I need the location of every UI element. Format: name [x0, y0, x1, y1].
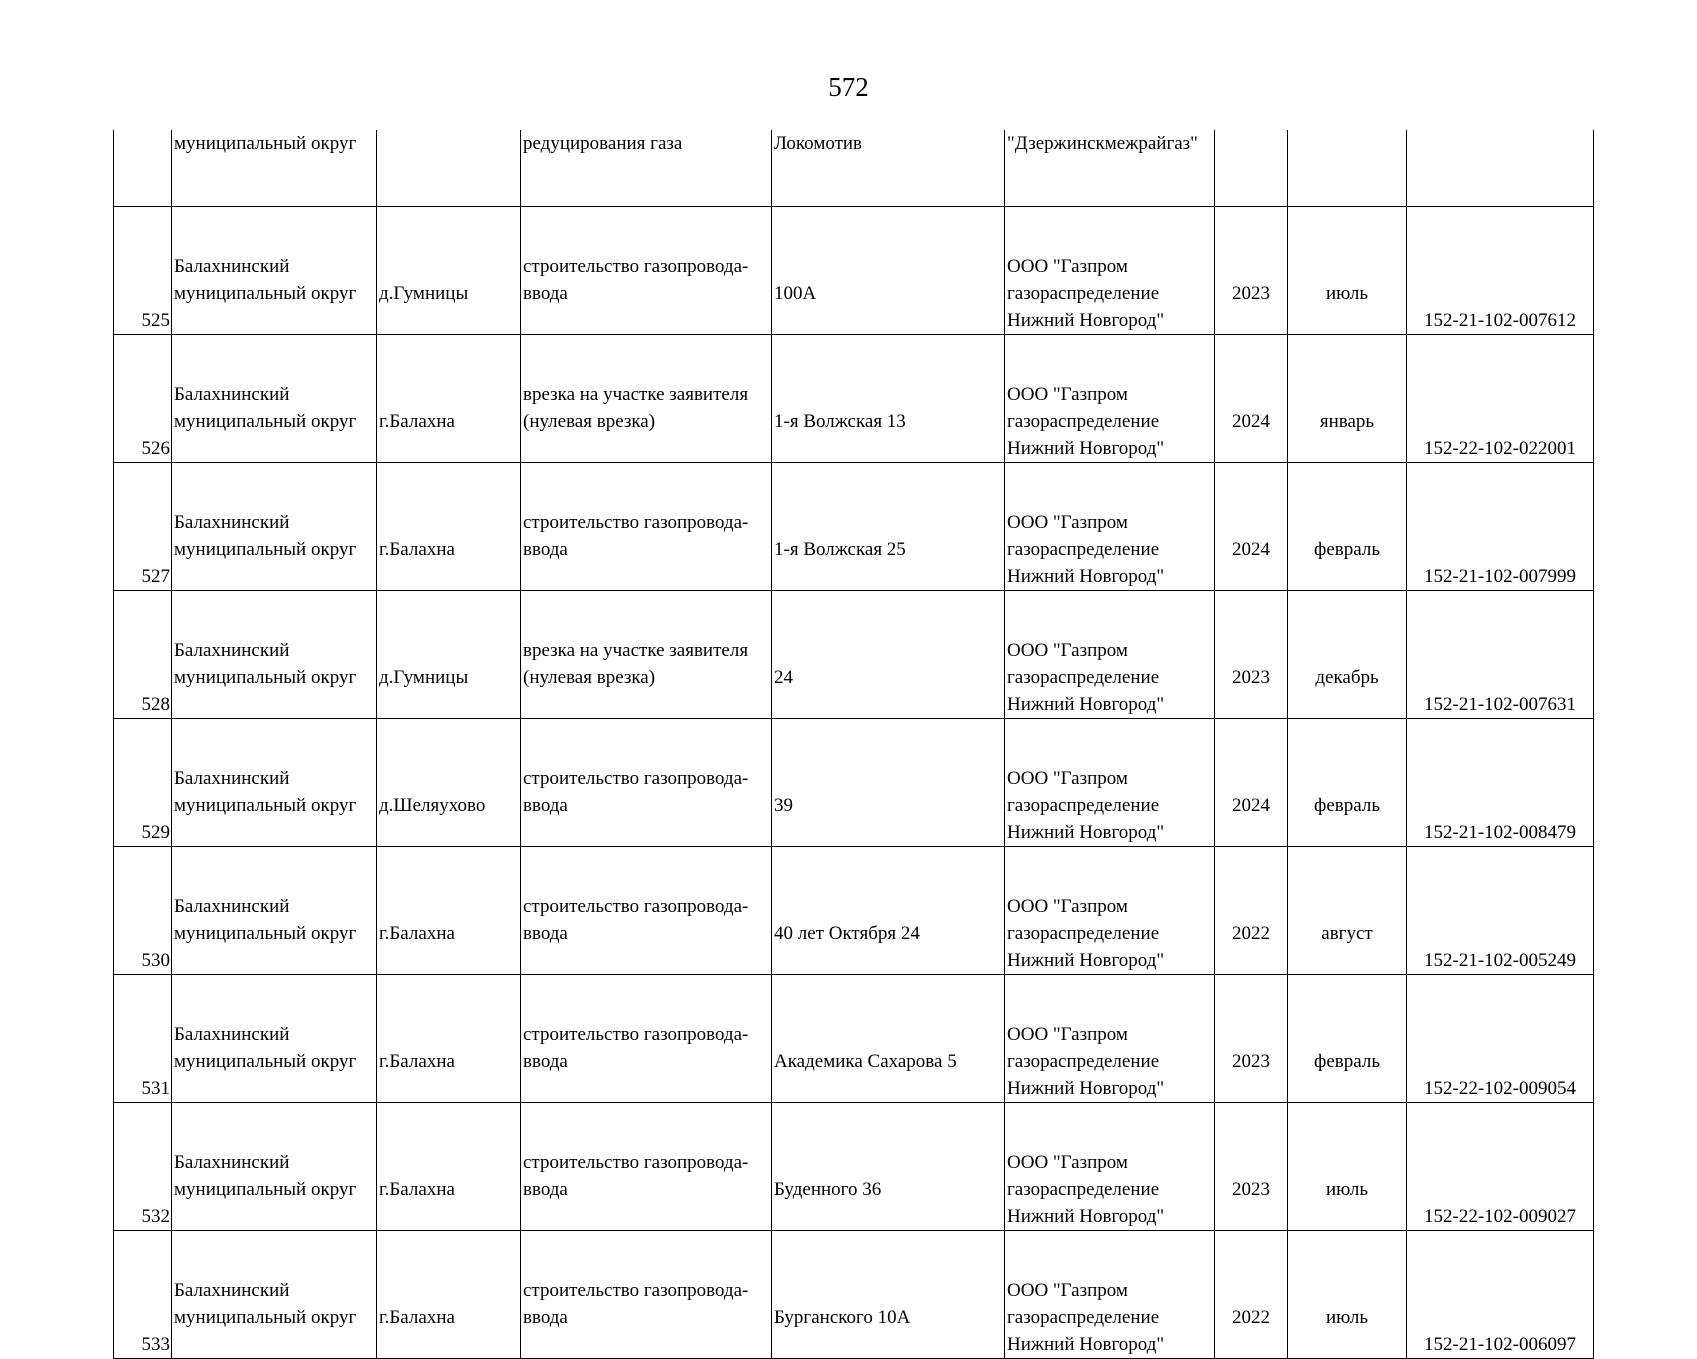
district-cell: Балахнинский муниципальный округ — [172, 335, 377, 463]
table-row — [114, 975, 1594, 1103]
table-row — [114, 207, 1594, 335]
locality-cell: д.Гумницы — [377, 207, 521, 335]
year-cell: 2023 — [1215, 1103, 1288, 1231]
organization-cell: ООО "Газпром газораспределение Нижний Новгород" — [1005, 975, 1215, 1103]
locality-cell: г.Балахна — [377, 847, 521, 975]
year-cell — [1215, 130, 1288, 207]
district-cell: Балахнинский муниципальный округ — [172, 975, 377, 1103]
locality-cell: д.Гумницы — [377, 591, 521, 719]
code-cell: 152-22-102-022001 — [1407, 335, 1594, 463]
work-type-cell: врезка на участке заявителя (нулевая врезка) — [521, 335, 772, 463]
address-cell: Академика Сахарова 5 — [772, 975, 1005, 1103]
row-number-cell — [114, 130, 172, 207]
row-number-cell: 531 — [114, 975, 172, 1103]
locality-cell — [377, 130, 521, 207]
address-cell: 1-я Волжская 13 — [772, 335, 1005, 463]
table-row — [114, 591, 1594, 719]
row-number-cell: 530 — [114, 847, 172, 975]
year-cell: 2023 — [1215, 975, 1288, 1103]
code-cell: 152-21-102-008479 — [1407, 719, 1594, 847]
address-cell: 40 лет Октября 24 — [772, 847, 1005, 975]
row-number-cell: 526 — [114, 335, 172, 463]
table-row — [114, 1231, 1594, 1359]
row-number-cell: 525 — [114, 207, 172, 335]
year-cell: 2024 — [1215, 335, 1288, 463]
district-cell: Балахнинский муниципальный округ — [172, 1231, 377, 1359]
row-number-cell: 527 — [114, 463, 172, 591]
work-type-cell: строительство газопровода- ввода — [521, 207, 772, 335]
code-cell: 152-21-102-007612 — [1407, 207, 1594, 335]
year-cell: 2022 — [1215, 847, 1288, 975]
month-cell: июль — [1288, 1103, 1407, 1231]
locality-cell: г.Балахна — [377, 463, 521, 591]
month-cell: июль — [1288, 1231, 1407, 1359]
district-cell: Балахнинский муниципальный округ — [172, 207, 377, 335]
organization-cell: ООО "Газпром газораспределение Нижний Новгород" — [1005, 463, 1215, 591]
work-type-cell: строительство газопровода- ввода — [521, 847, 772, 975]
row-number-cell: 533 — [114, 1231, 172, 1359]
organization-cell: ООО "Газпром газораспределение Нижний Новгород" — [1005, 1231, 1215, 1359]
table-row — [114, 847, 1594, 975]
address-cell: Буденного 36 — [772, 1103, 1005, 1231]
address-cell: 39 — [772, 719, 1005, 847]
month-cell: июль — [1288, 207, 1407, 335]
address-cell: Локомотив — [772, 130, 1005, 207]
table-row — [114, 463, 1594, 591]
work-type-cell: строительство газопровода- ввода — [521, 975, 772, 1103]
table-row — [114, 1103, 1594, 1231]
organization-cell: ООО "Газпром газораспределение Нижний Новгород" — [1005, 591, 1215, 719]
district-cell: Балахнинский муниципальный округ — [172, 847, 377, 975]
locality-cell: д.Шеляухово — [377, 719, 521, 847]
locality-cell: г.Балахна — [377, 1231, 521, 1359]
work-type-cell: строительство газопровода- ввода — [521, 1231, 772, 1359]
organization-cell: ООО "Газпром газораспределение Нижний Новгород" — [1005, 1103, 1215, 1231]
district-cell: Балахнинский муниципальный округ — [172, 463, 377, 591]
district-cell: муниципальный округ — [172, 130, 377, 207]
year-cell: 2024 — [1215, 719, 1288, 847]
row-number-cell: 529 — [114, 719, 172, 847]
gasification-register-table — [113, 130, 1594, 1359]
work-type-cell: врезка на участке заявителя (нулевая врезка) — [521, 591, 772, 719]
month-cell: февраль — [1288, 463, 1407, 591]
address-cell: Бурганского 10А — [772, 1231, 1005, 1359]
address-cell: 24 — [772, 591, 1005, 719]
code-cell: 152-21-102-005249 — [1407, 847, 1594, 975]
organization-cell: "Дзержинскмежрайгаз" — [1005, 130, 1215, 207]
organization-cell: ООО "Газпром газораспределение Нижний Новгород" — [1005, 335, 1215, 463]
table-body — [114, 130, 1594, 1359]
table-row — [114, 335, 1594, 463]
month-cell: февраль — [1288, 719, 1407, 847]
code-cell — [1407, 130, 1594, 207]
year-cell: 2023 — [1215, 207, 1288, 335]
month-cell — [1288, 130, 1407, 207]
locality-cell: г.Балахна — [377, 335, 521, 463]
month-cell: январь — [1288, 335, 1407, 463]
month-cell: февраль — [1288, 975, 1407, 1103]
row-number-cell: 532 — [114, 1103, 172, 1231]
locality-cell: г.Балахна — [377, 975, 521, 1103]
table-row-continuation — [114, 130, 1594, 207]
organization-cell: ООО "Газпром газораспределение Нижний Новгород" — [1005, 207, 1215, 335]
district-cell: Балахнинский муниципальный округ — [172, 1103, 377, 1231]
organization-cell: ООО "Газпром газораспределение Нижний Новгород" — [1005, 847, 1215, 975]
table-row — [114, 719, 1594, 847]
district-cell: Балахнинский муниципальный округ — [172, 591, 377, 719]
year-cell: 2022 — [1215, 1231, 1288, 1359]
code-cell: 152-21-102-007999 — [1407, 463, 1594, 591]
work-type-cell: строительство газопровода- ввода — [521, 463, 772, 591]
code-cell: 152-22-102-009027 — [1407, 1103, 1594, 1231]
locality-cell: г.Балахна — [377, 1103, 521, 1231]
work-type-cell: строительство газопровода- ввода — [521, 719, 772, 847]
page-number: 572 — [828, 72, 869, 102]
row-number-cell: 528 — [114, 591, 172, 719]
year-cell: 2024 — [1215, 463, 1288, 591]
district-cell: Балахнинский муниципальный округ — [172, 719, 377, 847]
work-type-cell: строительство газопровода- ввода — [521, 1103, 772, 1231]
code-cell: 152-21-102-006097 — [1407, 1231, 1594, 1359]
code-cell: 152-21-102-007631 — [1407, 591, 1594, 719]
address-cell: 1-я Волжская 25 — [772, 463, 1005, 591]
month-cell: декабрь — [1288, 591, 1407, 719]
year-cell: 2023 — [1215, 591, 1288, 719]
organization-cell: ООО "Газпром газораспределение Нижний Новгород" — [1005, 719, 1215, 847]
code-cell: 152-22-102-009054 — [1407, 975, 1594, 1103]
work-type-cell: редуцирования газа — [521, 130, 772, 207]
address-cell: 100А — [772, 207, 1005, 335]
month-cell: август — [1288, 847, 1407, 975]
